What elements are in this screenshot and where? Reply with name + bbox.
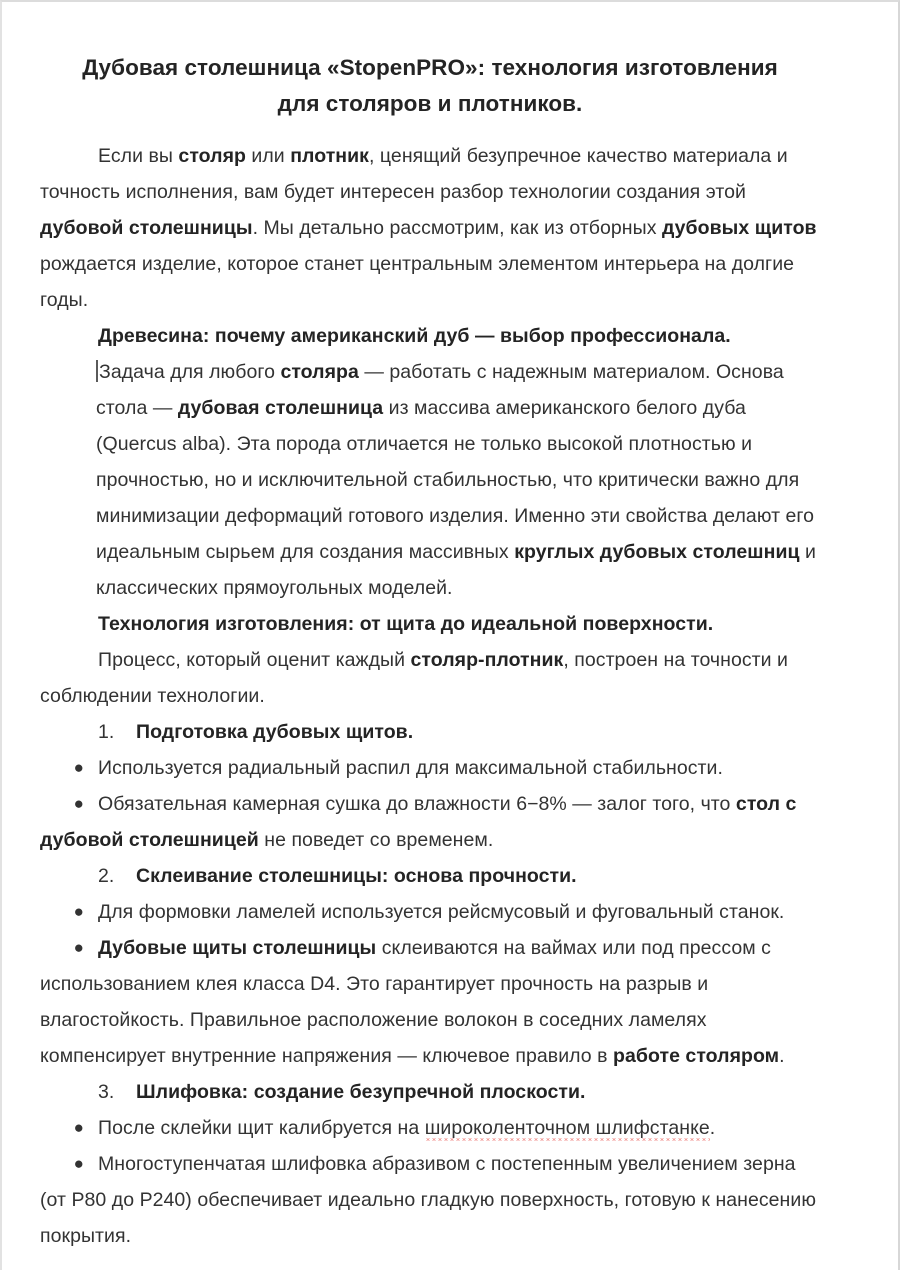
list-item-3 [40, 1074, 820, 1110]
spellcheck-misspelled-text[interactable]: широколенточном шлифстанке [424, 1117, 710, 1139]
bullet-3-1-text-2: . [709, 1117, 716, 1139]
wood-bold-2: дубовая столешница [177, 397, 384, 419]
page-title: Дубовая столешница «StopenPRO»: технология изготовления для столяров и плотников. [82, 55, 778, 116]
intro-bold-3: дубовой столешницы [40, 217, 253, 239]
bullet-icon: ● [73, 1118, 84, 1137]
paragraph-wood [40, 354, 820, 606]
paragraph-tech-intro [40, 642, 820, 714]
tech-intro-text-1: Процесс, который оценит каждый [98, 649, 411, 671]
bullet-icon: ● [73, 794, 84, 813]
wood-bold-3: круглых дубовых столешниц [514, 541, 800, 563]
bullet-1-2-bold-1: стол с дубовой столешницей [40, 793, 797, 851]
list-number-3: 3. [98, 1081, 115, 1103]
list-item-2-label: Склеивание столешницы: основа прочности. [136, 865, 577, 887]
bullet-icon: ● [73, 902, 84, 921]
list-item-3-label: Шлифовка: создание безупречной плоскости. [136, 1081, 586, 1103]
bullet-2-2 [40, 930, 820, 1074]
intro-bold-4: дубовых щитов [661, 217, 817, 239]
bullet-3-1-text-1: После склейки щит калибруется на [98, 1117, 425, 1139]
bullet-1-1-text: Используется радиальный распил для максимальной стабильности. [98, 757, 723, 779]
bullet-2-2-text-2: . [779, 1045, 785, 1067]
section-heading-tech: Технология изготовления: от щита до идеальной поверхности. [98, 613, 714, 635]
tech-intro-bold-1: столяр-плотник [410, 649, 564, 671]
bullet-1-2-text-2: не поведет со временем. [258, 829, 494, 851]
tech-intro-text-2: , построен на точности и соблюдении технологии. [40, 649, 788, 707]
intro-text-5: рождается изделие, которое станет центральным элементом интерьера на долгие годы. [40, 253, 795, 311]
bullet-2-2-bold-2: работе столяром [613, 1045, 780, 1067]
text-caret [96, 360, 98, 382]
bullet-2-1-text: Для формовки ламелей используется рейсмусовый и фуговальный станок. [98, 901, 785, 923]
bullet-1-2 [40, 786, 820, 858]
wood-text-3: из массива американского белого дуба (Quercus alba). Эта порода отличается не только высокой плотностью и прочностью, но и исключительной стабильностью, что критически важно для минимизации деформаций готового изделия. Именно эти свойства делают его идеальным сырьем для создания массивных [96, 397, 815, 563]
paragraph-intro [40, 138, 820, 318]
bullet-2-2-bold-1: Дубовые щиты столешницы [98, 937, 377, 959]
intro-bold-1: столяр [178, 145, 246, 167]
list-item-1 [40, 714, 820, 750]
intro-text-3: , ценящий безупречное качество материала и точность исполнения, вам будет интересен разбор технологии создания этой [40, 145, 788, 203]
intro-text-2: или [245, 145, 291, 167]
bullet-2-1 [40, 894, 820, 930]
bullet-3-2-text: Многоступенчатая шлифовка абразивом с постепенным увеличением зерна (от P80 до P240) обеспечивает идеально гладкую поверхность, готовую к нанесению покрытия. [40, 1153, 816, 1247]
wood-text-4: и классических прямоугольных моделей. [96, 541, 816, 599]
wood-bold-1: столяра [280, 361, 359, 383]
document-body[interactable] [40, 50, 820, 1254]
intro-text-1: Если вы [98, 145, 179, 167]
bullet-icon: ● [73, 758, 84, 777]
list-number-2: 2. [98, 865, 115, 887]
section-heading-wood: Древесина: почему американский дуб — выбор профессионала. [98, 325, 731, 347]
bullet-icon: ● [73, 1154, 84, 1173]
bullet-1-1 [40, 750, 820, 786]
list-item-1-label: Подготовка дубовых щитов. [136, 721, 414, 743]
intro-text-4: . Мы детально рассмотрим, как из отборных [252, 217, 662, 239]
bullet-3-2 [40, 1146, 820, 1254]
list-number-1: 1. [98, 721, 115, 743]
bullet-3-1 [40, 1110, 820, 1146]
bullet-1-2-text-1: Обязательная камерная сушка до влажности 6−8% — залог того, что [98, 793, 736, 815]
bullet-2-2-text-1: склеиваются на ваймах или под прессом с использованием клея класса D4. Это гарантирует прочность на разрыв и влагостойкость. Правильное расположение волокон в соседних ламелях компенсирует внутренние напряжения — ключевое правило в [40, 937, 771, 1067]
bullet-icon: ● [73, 938, 84, 957]
intro-bold-2: плотник [290, 145, 369, 167]
wood-text-1: Задача для любого [99, 361, 281, 383]
list-item-2 [40, 858, 820, 894]
wood-text-2: — работать с надежным материалом. Основа стола — [96, 361, 784, 419]
